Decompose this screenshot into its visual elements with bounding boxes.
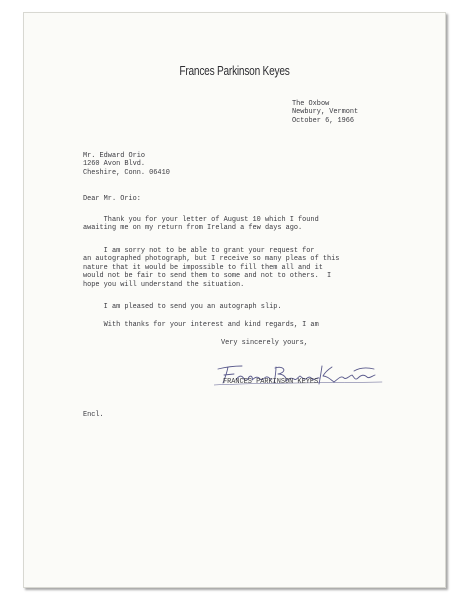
letter-page [23, 12, 446, 588]
body-line: hope you will understand the situation. [83, 280, 245, 289]
sender-address-line: Newbury, Vermont [292, 108, 359, 117]
sender-address-line: The Oxbow [292, 100, 330, 108]
body-line: would not be fair to send them to some and not to others. I [83, 272, 332, 281]
body-line: awaiting me on my return from Ireland a few days ago. [83, 224, 303, 233]
recipient-address-line: Cheshire, Conn. 06410 [83, 168, 170, 177]
body-line: With thanks for your interest and kind regards, I am [83, 321, 319, 329]
body-line: an autographed photograph, but I receive so many pleas of this [83, 255, 340, 264]
body-line: I am sorry not to be able to grant your request for [83, 247, 315, 255]
body-paragraph [83, 321, 319, 329]
body-line: nature that it would be impossible to fill them all and it [83, 263, 323, 272]
recipient-address-line: 1260 Avon Blvd. [83, 160, 146, 169]
letter-date: October 6, 1966 [292, 116, 355, 125]
body-paragraph [83, 247, 339, 289]
body-paragraph [83, 303, 281, 311]
body-line: Thank you for your letter of August 10 which I found [83, 216, 319, 224]
salutation: Dear Mr. Orio: [83, 195, 141, 203]
closing: Very sincerely yours, [221, 339, 308, 347]
recipient-address [83, 152, 170, 177]
body-paragraph [83, 216, 319, 233]
enclosure-note: Encl. [83, 411, 104, 419]
letterhead: Frances Parkinson Keyes [179, 63, 290, 78]
recipient-address-line: Mr. Edward Orio [83, 152, 146, 160]
typed-signer-name: FRANCES PARKINSON KEYES [223, 378, 319, 386]
body-line: I am pleased to send you an autograph slip. [83, 303, 282, 311]
sender-address [292, 100, 358, 125]
